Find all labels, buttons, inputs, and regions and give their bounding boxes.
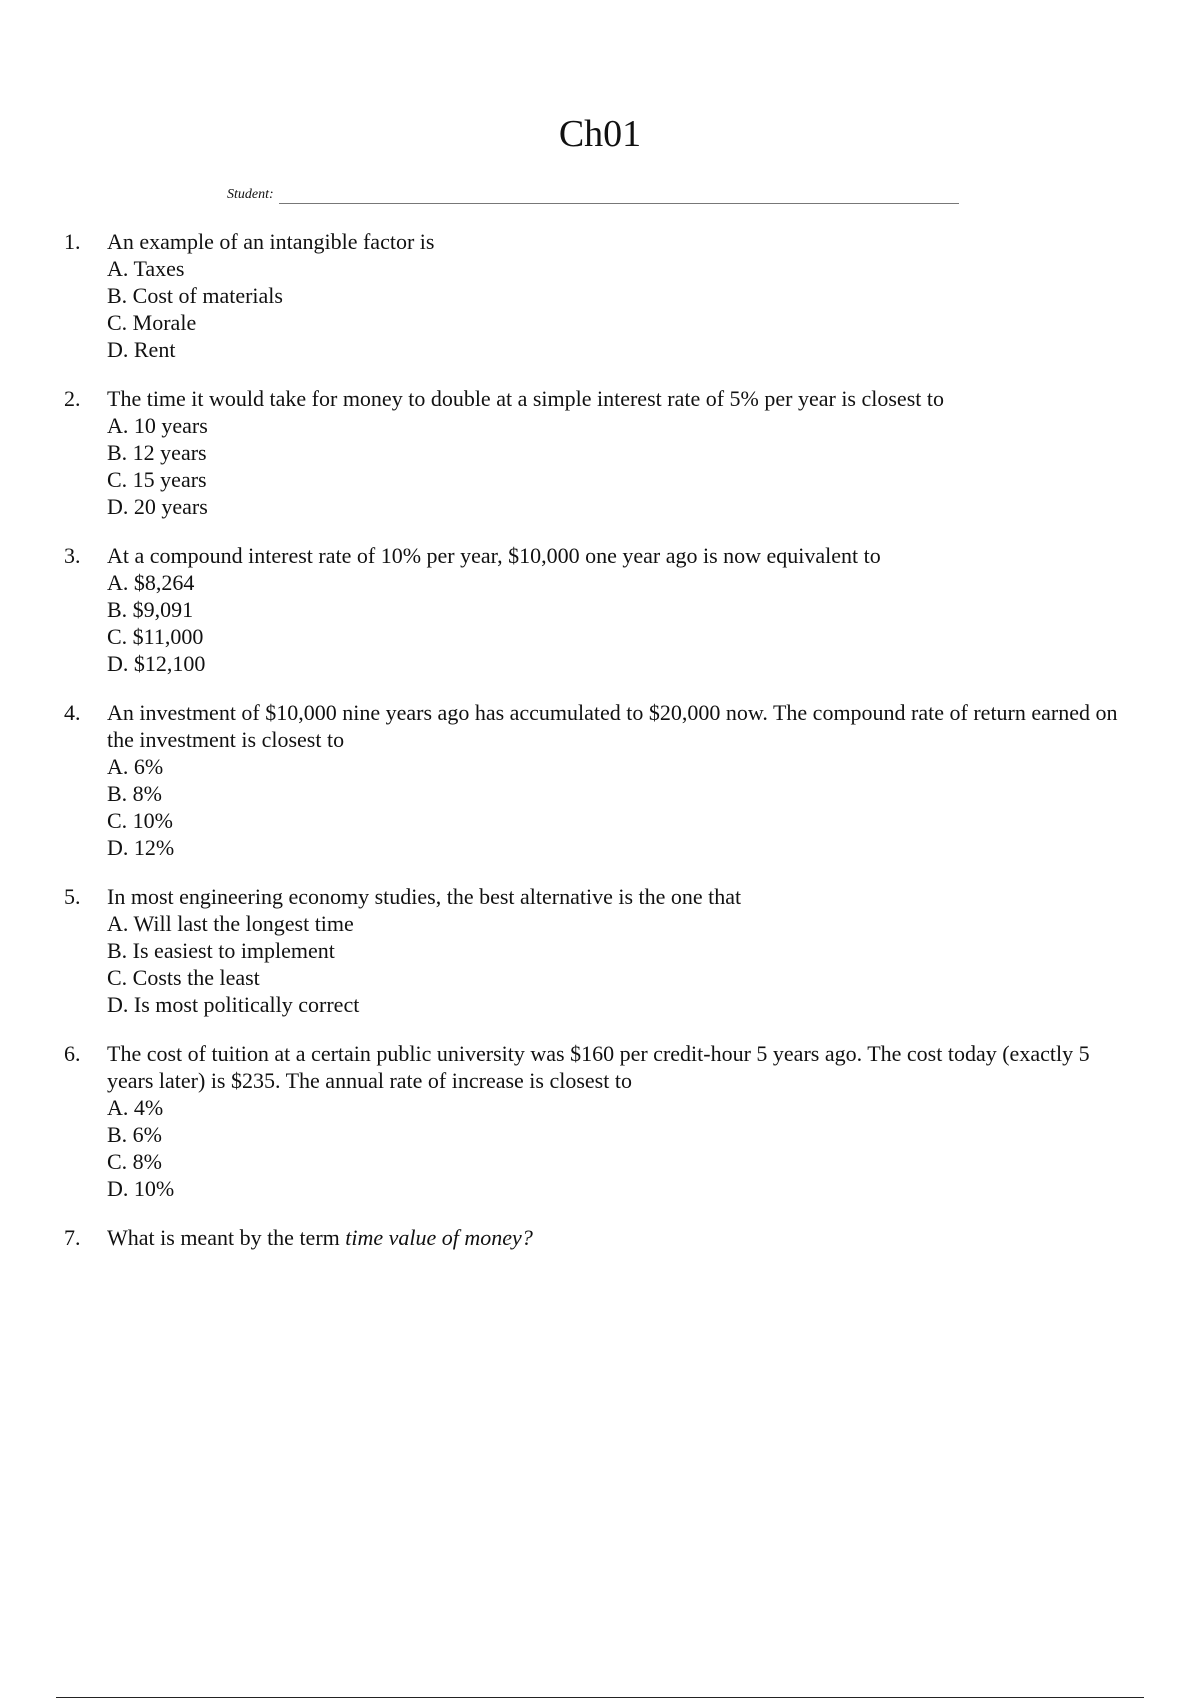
option-a: A. Taxes (107, 256, 185, 281)
student-name-row (227, 186, 959, 204)
question-2 (64, 385, 1134, 520)
question-body (107, 542, 1134, 677)
question-body (107, 883, 1134, 1018)
question-body (107, 1224, 1134, 1251)
option-d: D. 20 years (107, 494, 208, 519)
question-number: 4. (64, 700, 81, 725)
question-body (107, 228, 1134, 363)
question-number: 1. (64, 229, 81, 254)
question-number: 2. (64, 386, 81, 411)
option-c: C. 10% (107, 808, 173, 833)
option-c: C. Costs the least (107, 965, 260, 990)
option-a: A. 10 years (107, 413, 208, 438)
option-b: B. Is easiest to implement (107, 938, 335, 963)
option-d: D. Rent (107, 337, 176, 362)
option-a: A. 6% (107, 754, 164, 779)
question-text: In most engineering economy studies, the best alternative is the one that (107, 884, 742, 909)
question-text (107, 1224, 1134, 1251)
question-7 (64, 1224, 1134, 1251)
option-a: A. $8,264 (107, 570, 195, 595)
question-number: 7. (64, 1225, 81, 1250)
question-5 (64, 883, 1134, 1018)
question-body (107, 1040, 1134, 1202)
question-number: 6. (64, 1041, 81, 1066)
option-d: D. 12% (107, 835, 175, 860)
option-d: D. 10% (107, 1176, 175, 1201)
student-label: Student: (227, 187, 274, 202)
question-text: An investment of $10,000 nine years ago has accumulated to $20,000 now. The compound rate of return earned on the investment is closest to (107, 700, 1118, 752)
question-text: The time it would take for money to double at a simple interest rate of 5% per year is closest to (107, 386, 944, 411)
option-a: A. Will last the longest time (107, 911, 354, 936)
option-b: B. 12 years (107, 440, 207, 465)
question-6 (64, 1040, 1134, 1202)
question-text: The cost of tuition at a certain public university was $160 per credit-hour 5 years ago. The cost today (exactly 5 years later) is $235. The annual rate of increase is closest to (107, 1041, 1090, 1093)
question-1 (64, 228, 1134, 363)
question-number: 3. (64, 543, 81, 568)
question-text-emphasis: time value of money? (345, 1225, 533, 1250)
option-b: B. Cost of materials (107, 283, 283, 308)
question-list (64, 228, 1134, 1273)
option-c: C. Morale (107, 310, 197, 335)
question-number: 5. (64, 884, 81, 909)
option-d: D. Is most politically correct (107, 992, 360, 1017)
option-c: C. $11,000 (107, 624, 204, 649)
question-4 (64, 699, 1134, 861)
option-c: C. 8% (107, 1149, 162, 1174)
question-text: An example of an intangible factor is (107, 229, 435, 254)
page-title: Ch01 (558, 113, 642, 155)
option-b: B. 6% (107, 1122, 162, 1147)
footer-rule (56, 1697, 1144, 1698)
question-body (107, 699, 1134, 861)
question-text: At a compound interest rate of 10% per year, $10,000 one year ago is now equivalent to (107, 543, 881, 568)
option-d: D. $12,100 (107, 651, 206, 676)
question-3 (64, 542, 1134, 677)
option-b: B. 8% (107, 781, 162, 806)
option-b: B. $9,091 (107, 597, 194, 622)
question-body (107, 385, 1134, 520)
student-name-blank (279, 187, 959, 204)
option-c: C. 15 years (107, 467, 207, 492)
question-text-prefix: What is meant by the term (107, 1225, 346, 1250)
option-a: A. 4% (107, 1095, 164, 1120)
